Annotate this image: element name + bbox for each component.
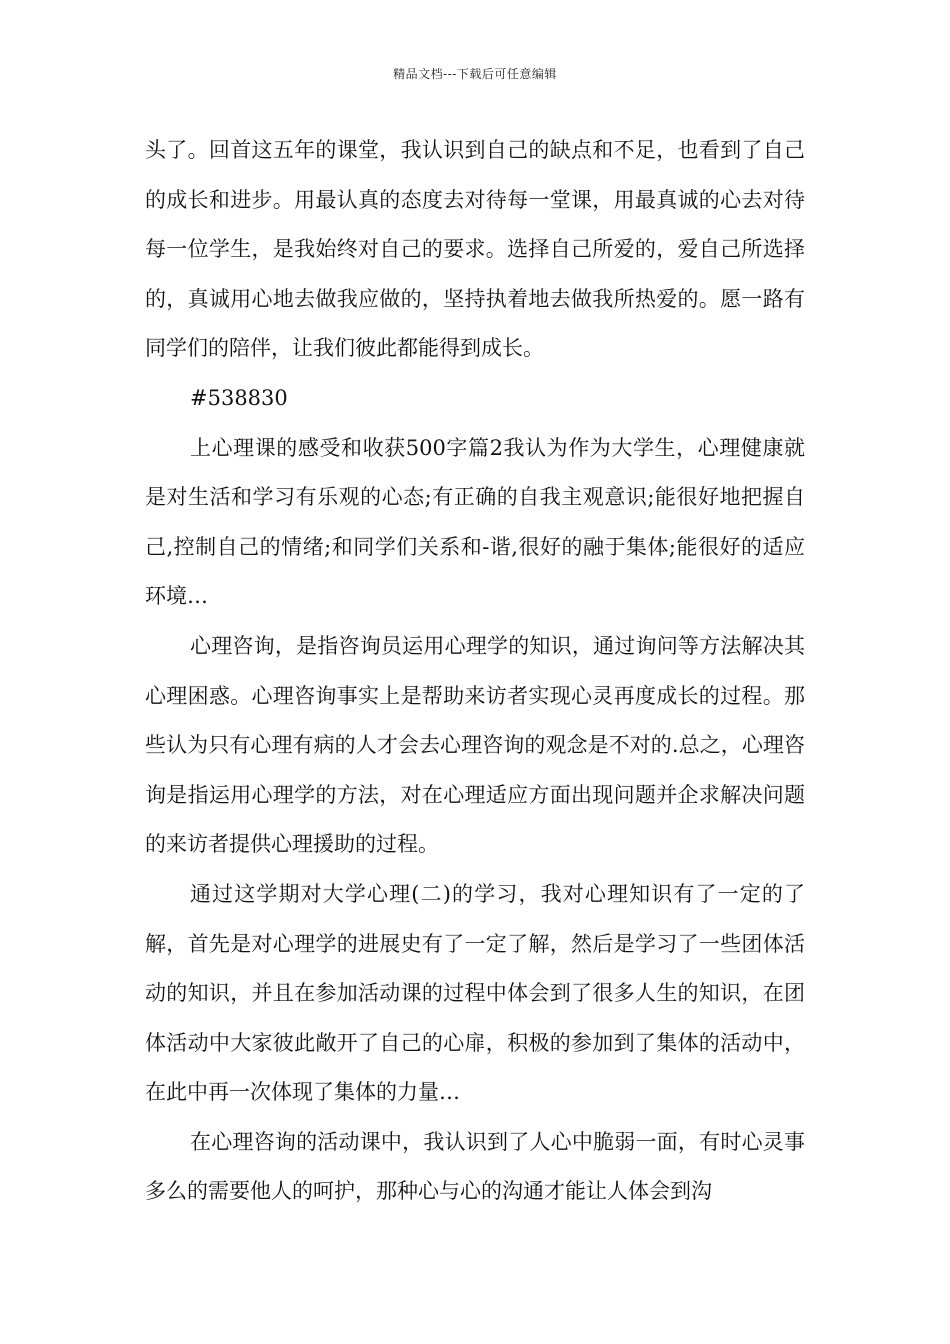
paragraph-counseling: 心理咨询，是指咨询员运用心理学的知识，通过询问等方法解决其心理困惑。心理咨询事实上是帮助来访者实现心灵再度成长的过程。那些认为只有心理有病的人才会去心理咨询的观念是不对的.总之，心理咨询是指运用心理学的方法，对在心理适应方面出现问题并企求解决问题的来访者提供心理援助的过程。 bbox=[145, 633, 805, 857]
paragraph-study: 通过这学期对大学心理(二)的学习，我对心理知识有了一定的了解，首先是对心理学的进展史有了一定了解，然后是学习了一些团体活动的知识，并且在参加活动课的过程中体会到了很多人生的知识，在团体活动中大家彼此敞开了自己的心扉，积极的参加到了集体的活动中，在此中再一次体现了集体的力量… bbox=[145, 881, 805, 1105]
page-header: 精品文档---下载后可任意编辑 bbox=[393, 67, 557, 81]
document-body bbox=[145, 126, 805, 1217]
paragraph-activity: 在心理咨询的活动课中，我认识到了人心中脆弱一面，有时心灵事多么的需要他人的呵护，那种心与心的沟通才能让人体会到沟 bbox=[145, 1129, 805, 1204]
document-id: #538830 bbox=[190, 385, 288, 410]
paragraph-intro: 上心理课的感受和收获500字篇2我认为作为大学生，心理健康就是对生活和学习有乐观的心态;有正确的自我主观意识;能很好地把握自己,控制自己的情绪;和同学们关系和-谐,很好的融于集体;能很好的适应环境… bbox=[145, 435, 805, 609]
paragraph-closing: 头了。回首这五年的课堂，我认识到自己的缺点和不足，也看到了自己的成长和进步。用最认真的态度去对待每一堂课，用最真诚的心去对待每一位学生，是我始终对自己的要求。选择自己所爱的，爱自己所选择的，真诚用心地去做我应做的，坚持执着地去做我所热爱的。愿一路有同学们的陪伴，让我们彼此都能得到成长。 bbox=[145, 138, 805, 361]
